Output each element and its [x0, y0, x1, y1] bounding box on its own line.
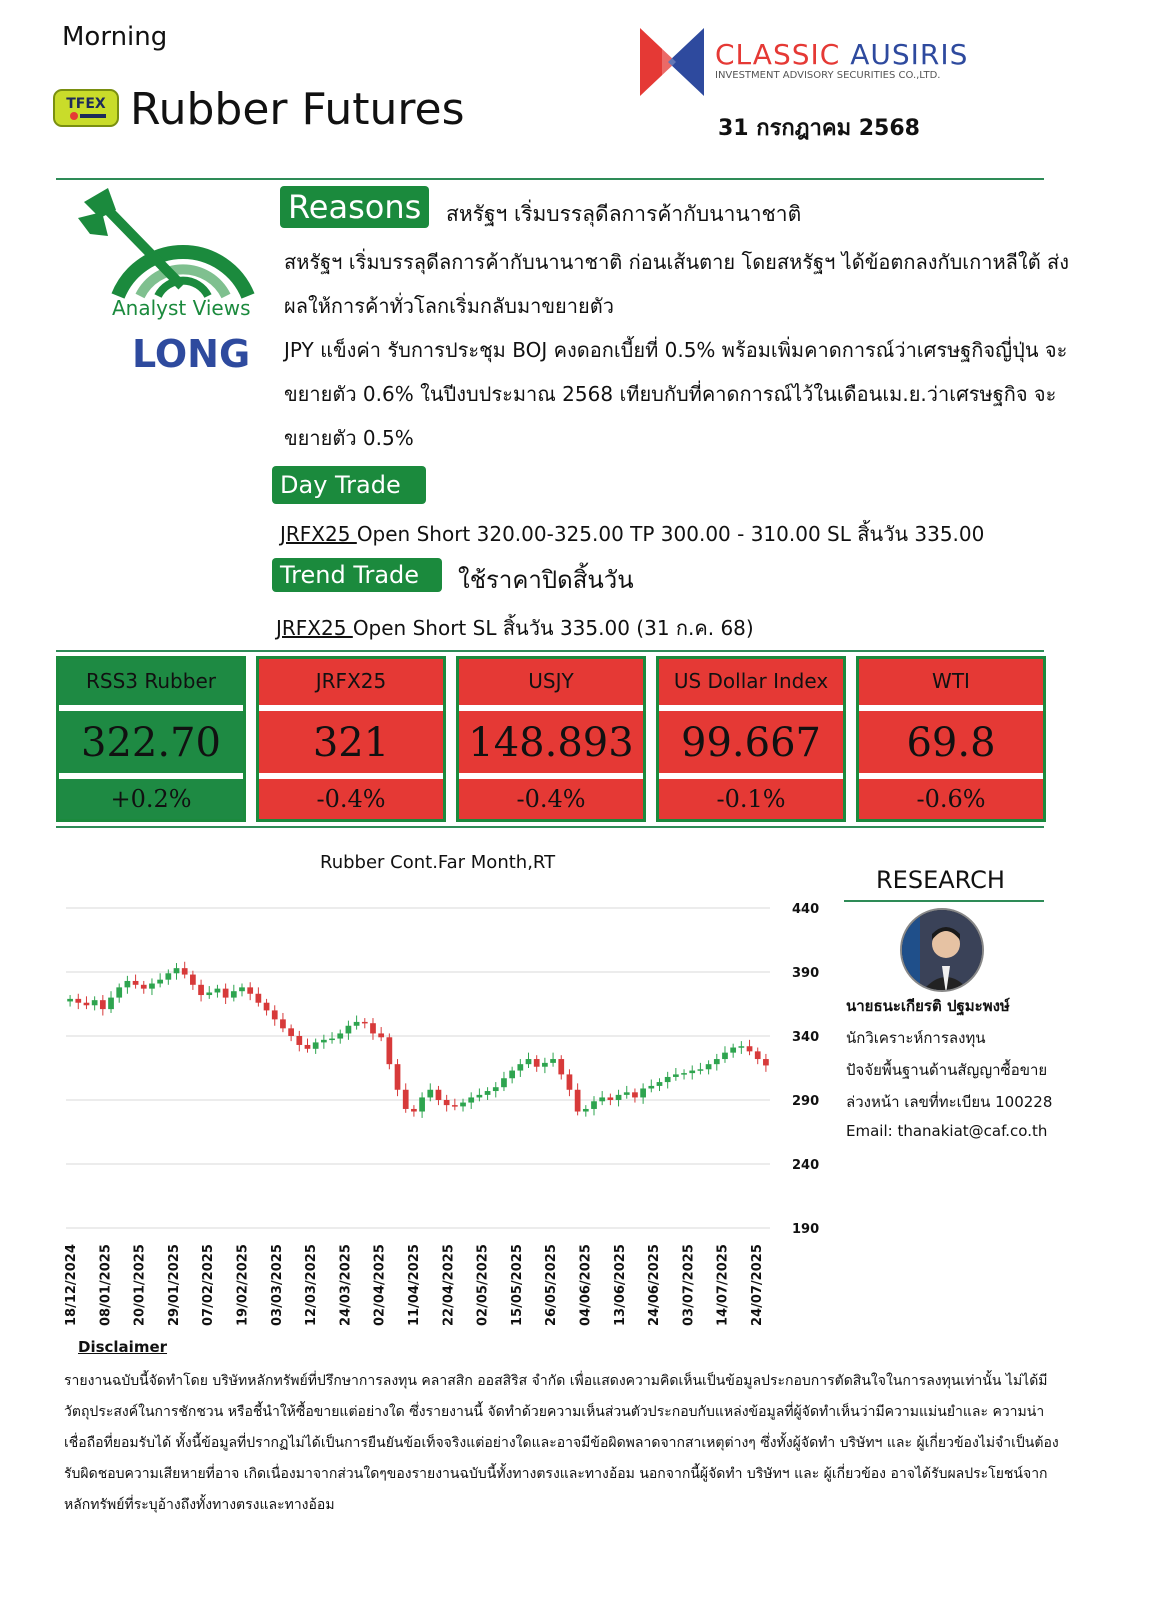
- candle-body: [665, 1077, 671, 1082]
- x-tick-label: 12/03/2025: [304, 1244, 320, 1326]
- y-tick-label: 190: [792, 1222, 820, 1237]
- candle-body: [157, 980, 163, 984]
- page-title: Rubber Futures: [130, 84, 465, 135]
- candle-body: [141, 985, 147, 989]
- market-box-value: 321: [312, 720, 390, 766]
- brand-subtitle: INVESTMENT ADVISORY SECURITIES CO.,LTD.: [715, 70, 941, 81]
- disclaimer-text: รายงานฉบับนี้จัดทำโดย บริษัทหลักทรัพย์ที่ปรึกษาการลงทุน คลาสสิก ออสสิริส จำกัด เพื่อแสดงความคิดเห็นเป็นข้อมูลประกอบการตัดสินใจในการลงทุนเท่านั้น ไม่ได้มีวัตถุประสงค์ในการชักชวน หรือชี้นำให้ซื้อขายแต่อย่างใด ซึ่งรายงานนี้ จัดทำด้วยความเห็นส่วนตัวประกอบกับแหล่งข้อมูลที่ผู้จัดทำเห็นว่ามีความแม่นยำและ ความน่าเชื่อถือที่ยอมรับได้ ทั้งนี้ข้อมูลที่ปรากฏไม่ได้เป็นการยืนยันข้อเท็จจริงแต่อย่างใดและอาจมีข้อผิดพลาดจากสาเหตุต่างๆ ซึ่งทั้งผู้จัดทำ บริษัทฯ และ ผู้เกี่ยวข้องไม่จำเป็นต้องรับผิดชอบความเสียหายที่อาจ เกิดเนื่องมาจากส่วนใดๆของรายงานฉบับนี้ทั้งทางตรงและทางอ้อม นอกจากนี้ผู้จัดทำ บริษัทฯ และ ผู้เกี่ยวข้อง อาจได้รับผลประโยชน์จากหลักทรัพย์ที่ระบุอ้างถึงทั้งทางตรงและทางอ้อม: [64, 1373, 1059, 1513]
- candle-body: [485, 1091, 491, 1095]
- candle-body: [738, 1046, 744, 1048]
- candle-body: [632, 1092, 638, 1097]
- candle-body: [706, 1064, 712, 1069]
- market-box-rss3: [56, 656, 246, 822]
- market-box-name: JRFX25: [315, 669, 387, 693]
- candle-body: [411, 1109, 417, 1112]
- morning-label: Morning: [62, 22, 168, 52]
- rubber-price-chart: [56, 880, 836, 1340]
- market-box-change: -0.4%: [516, 785, 586, 813]
- candle-body: [239, 987, 245, 991]
- trend-trade-symbol: JRFX25: [276, 616, 353, 640]
- y-tick-label: 390: [792, 966, 820, 981]
- candle-body: [591, 1101, 597, 1109]
- candle-body: [730, 1048, 736, 1053]
- candle-body: [477, 1095, 483, 1098]
- analyst-name: นายธนะเกียรติ ปฐมะพงษ์: [846, 997, 1010, 1015]
- y-tick-label: 240: [792, 1158, 820, 1173]
- candle-body: [321, 1040, 327, 1043]
- x-tick-label: 19/02/2025: [235, 1244, 251, 1326]
- candle-body: [436, 1090, 442, 1100]
- market-box-change: -0.4%: [316, 785, 386, 813]
- tfex-rubber-badge-icon: [52, 86, 120, 130]
- candle-body: [755, 1051, 761, 1059]
- y-tick-label: 340: [792, 1030, 820, 1045]
- candle-body: [280, 1019, 286, 1028]
- divider: [56, 826, 1044, 828]
- candle-body: [583, 1109, 589, 1112]
- candle-body: [567, 1074, 573, 1089]
- research-title: RESEARCH: [876, 866, 1005, 894]
- x-tick-label: 02/04/2025: [372, 1244, 388, 1326]
- report-date: 31 กรกฎาคม 2568: [718, 116, 920, 141]
- candle-body: [362, 1022, 368, 1024]
- x-tick-label: 13/06/2025: [612, 1244, 628, 1326]
- candle-body: [444, 1100, 450, 1105]
- candle-body: [354, 1022, 360, 1026]
- x-tick-label: 22/04/2025: [441, 1244, 457, 1326]
- candle-body: [624, 1092, 630, 1095]
- x-tick-label: 29/01/2025: [166, 1244, 182, 1326]
- x-tick-label: 03/07/2025: [681, 1244, 697, 1326]
- candle-body: [67, 999, 73, 1002]
- divider: [844, 900, 1044, 902]
- x-tick-label: 18/12/2024: [64, 1244, 79, 1326]
- day-trade-symbol: JRFX25: [280, 522, 357, 546]
- reason-paragraph-1: สหรัฐฯ เริ่มบรรลุดีลการค้ากับนานาชาติ ก่อนเส้นตาย โดยสหรัฐฯ ได้ข้อตกลงกับเกาหลีใต้ ส่งผลให้การค้าทั่วโลกเริ่มกลับมาขยายตัว: [284, 250, 1070, 318]
- candle-body: [526, 1059, 532, 1064]
- candle-body: [313, 1042, 319, 1048]
- candle-body: [125, 981, 131, 987]
- y-tick-label: 290: [792, 1094, 820, 1109]
- candle-body: [346, 1026, 352, 1034]
- x-tick-label: 14/07/2025: [715, 1244, 731, 1326]
- candle-body: [395, 1064, 401, 1090]
- svg-text:TFEX: TFEX: [66, 96, 106, 112]
- trend-trade-note: ใช้ราคาปิดสิ้นวัน: [458, 566, 634, 594]
- market-box-change: -0.6%: [916, 785, 986, 813]
- divider: [56, 650, 1044, 652]
- candle-body: [100, 1000, 106, 1009]
- x-tick-label: 04/06/2025: [578, 1244, 594, 1326]
- candle-body: [84, 1003, 90, 1006]
- candle-body: [256, 994, 262, 1003]
- candle-body: [501, 1078, 507, 1087]
- candle-body: [223, 989, 229, 998]
- candle-body: [231, 991, 237, 997]
- x-tick-label: 07/02/2025: [201, 1244, 217, 1326]
- x-tick-label: 03/03/2025: [269, 1244, 285, 1326]
- market-summary: [56, 656, 1044, 824]
- candle-body: [657, 1082, 663, 1086]
- candle-body: [182, 968, 188, 974]
- chart-title: Rubber Cont.Far Month,RT: [320, 852, 556, 873]
- market-box-change: -0.1%: [716, 785, 786, 813]
- market-box-value: 69.8: [906, 720, 996, 766]
- x-tick-label: 02/05/2025: [475, 1244, 491, 1326]
- candle-body: [305, 1045, 311, 1049]
- market-box-name: US Dollar Index: [673, 669, 829, 693]
- candle-body: [673, 1074, 679, 1077]
- candle-body: [288, 1028, 294, 1036]
- x-tick-label: 24/07/2025: [750, 1244, 765, 1326]
- candle-body: [370, 1023, 376, 1033]
- candle-body: [542, 1063, 548, 1067]
- market-box-dxy: [656, 656, 846, 822]
- analyst-license: ล่วงหน้า เลขที่ทะเบียน 100228: [846, 1093, 1053, 1111]
- candle-body: [419, 1097, 425, 1111]
- x-tick-label: 08/01/2025: [98, 1244, 114, 1326]
- candle-body: [108, 998, 114, 1010]
- market-box-usjy: [456, 656, 646, 822]
- market-box-value: 148.893: [468, 720, 634, 766]
- candle-body: [517, 1064, 523, 1070]
- x-tick-label: 20/01/2025: [132, 1244, 148, 1326]
- candle-body: [378, 1033, 384, 1037]
- x-tick-label: 11/04/2025: [407, 1244, 422, 1326]
- market-box-change: +0.2%: [110, 785, 192, 813]
- disclaimer-title: Disclaimer: [78, 1338, 168, 1356]
- candle-body: [575, 1090, 581, 1112]
- candle-body: [468, 1097, 474, 1102]
- candle-body: [174, 968, 180, 973]
- market-box-name: USJY: [528, 669, 574, 693]
- analyst-email[interactable]: Email: thanakiat@caf.co.th: [846, 1122, 1048, 1140]
- candle-body: [133, 981, 139, 985]
- x-tick-label: 24/03/2025: [338, 1244, 354, 1326]
- trend-trade-text: Open Short SL สิ้นวัน 335.00 (31 ก.ค. 68): [352, 616, 754, 640]
- candle-body: [534, 1059, 540, 1067]
- candle-body: [337, 1033, 343, 1038]
- day-trade-text: Open Short 320.00-325.00 TP 300.00 - 310.00 SL สิ้นวัน 335.00: [356, 522, 985, 546]
- candle-body: [558, 1059, 564, 1074]
- trend-trade-tag: Trend Trade: [272, 558, 442, 592]
- market-box-wti: [856, 656, 1046, 822]
- day-trade-tag: Day Trade: [272, 466, 426, 504]
- candle-body: [608, 1097, 614, 1100]
- analyst-specialty: ปัจจัยพื้นฐานด้านสัญญาซื้อขาย: [846, 1061, 1048, 1079]
- candle-body: [681, 1073, 687, 1075]
- candle-body: [149, 984, 155, 989]
- candle-body: [296, 1036, 302, 1045]
- market-box-name: WTI: [932, 669, 970, 693]
- candle-body: [722, 1053, 728, 1059]
- candle-body: [648, 1086, 654, 1089]
- candle-body: [329, 1039, 335, 1041]
- candle-body: [206, 992, 212, 995]
- candle-body: [640, 1088, 646, 1097]
- candle-body: [550, 1059, 556, 1063]
- candle-body: [460, 1103, 466, 1107]
- analyst-view-value: LONG: [132, 332, 251, 376]
- reason-paragraph-2: JPY แข็งค่า รับการประชุม BOJ คงดอกเบี้ยที่ 0.5% พร้อมเพิ่มคาดการณ์ว่าเศรษฐกิจญี่ปุ่น จะขยายตัว 0.6% ในปีงบประมาณ 2568 เทียบกับที่คาดการณ์ไว้ในเดือนเม.ย.ว่าเศรษฐกิจ จะขยายตัว 0.5%: [284, 338, 1068, 450]
- candle-body: [386, 1037, 392, 1064]
- candle-body: [75, 999, 81, 1003]
- y-tick-label: 440: [792, 902, 820, 917]
- day-trade-signal: [280, 518, 984, 550]
- candle-body: [264, 1003, 270, 1011]
- candle-body: [403, 1090, 409, 1109]
- market-box-name: RSS3 Rubber: [86, 669, 216, 693]
- market-box-value: 322.70: [81, 720, 221, 766]
- candle-body: [747, 1046, 753, 1051]
- candle-body: [599, 1097, 605, 1101]
- candle-body: [198, 985, 204, 995]
- candle-body: [689, 1071, 695, 1074]
- analyst-avatar: [900, 908, 984, 992]
- x-tick-label: 24/06/2025: [647, 1244, 663, 1326]
- candle-body: [215, 989, 221, 993]
- reasons-headline: สหรัฐฯ เริ่มบรรลุดีลการค้ากับนานาชาติ: [446, 202, 802, 226]
- candle-body: [247, 987, 253, 993]
- market-box-jrfx25: [256, 656, 446, 822]
- candle-body: [116, 987, 122, 997]
- candle-body: [165, 973, 171, 979]
- candle-body: [92, 1000, 98, 1005]
- analyst-views-label: Analyst Views: [112, 296, 251, 320]
- candle-body: [493, 1087, 499, 1091]
- brand-name: CLASSIC AUSIRIS: [715, 38, 969, 71]
- candle-body: [427, 1090, 433, 1098]
- candle-body: [452, 1105, 458, 1107]
- candle-body: [272, 1010, 278, 1019]
- x-tick-label: 15/05/2025: [509, 1244, 525, 1326]
- x-tick-label: 26/05/2025: [544, 1244, 560, 1326]
- candle-body: [190, 975, 196, 985]
- candle-body: [698, 1069, 704, 1071]
- candle-body: [509, 1071, 515, 1079]
- reasons-tag: Reasons: [280, 186, 429, 228]
- analyst-title: นักวิเคราะห์การลงทุน: [846, 1029, 986, 1047]
- candle-body: [616, 1095, 622, 1100]
- candle-body: [763, 1059, 769, 1065]
- divider: [56, 178, 1044, 180]
- candle-body: [714, 1059, 720, 1064]
- market-box-value: 99.667: [681, 720, 821, 766]
- trend-trade-signal: [276, 612, 754, 644]
